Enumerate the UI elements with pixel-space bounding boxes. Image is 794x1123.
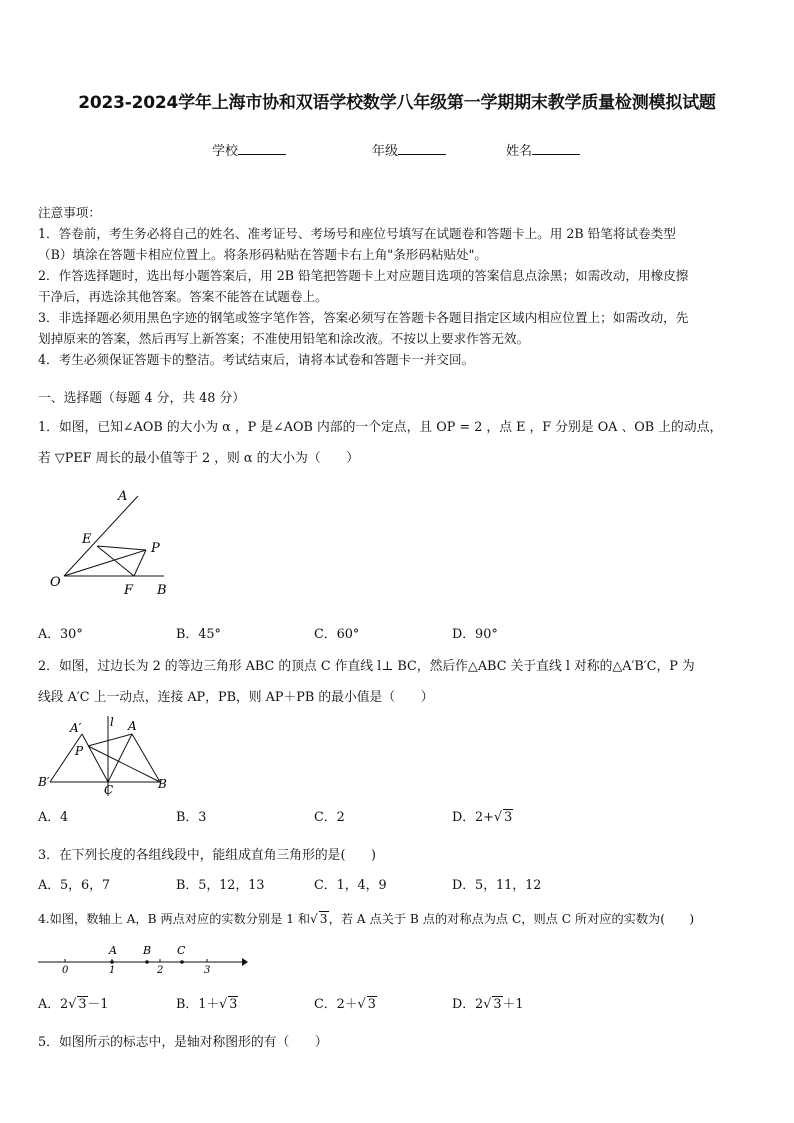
sqrt-symbol: √ 3 [493, 810, 513, 825]
axis-arrow-icon [242, 958, 248, 966]
q3-option-b: B．5，12，13 [176, 878, 265, 893]
grade-blank [398, 142, 446, 155]
q1-option-d: D．90° [452, 627, 498, 642]
label-point-c: C [177, 944, 186, 957]
label-b: B [157, 583, 167, 598]
note-line: 2．作答选择题时，选出每小题答案后，用 2B 铅笔把答题卡上对应题目选项的答案信息点涂黑；如需改动，用橡皮擦 [38, 268, 689, 283]
label-b: B [158, 777, 167, 791]
q4-text-post: ，若 A 点关于 B 点的对称点为点 C，则点 C 所对应的实数为( ) [328, 912, 695, 926]
q5-line1: 5．如图所示的标志中，是轴对称图形的有（ ） [38, 1035, 328, 1050]
tick-label-0: 0 [62, 965, 69, 976]
sqrt-symbol: √ 3 [310, 912, 328, 926]
segment-pf [134, 550, 146, 576]
label-b-prime: B′ [38, 775, 50, 789]
name-label: 姓名 [506, 144, 533, 159]
q1-line1: 1．如图，已知∠AOB 的大小为 α ，P 是∠AOB 内部的一个定点，且 OP = 2 ，点 E ，F 分别是 OA 、OB 上的动点， [38, 420, 723, 435]
q2-line2: 线段 A′C 上一动点，连接 AP，PB，则 AP＋PB 的最小值是（ ） [38, 690, 434, 705]
q2-line1: 2．如图，过边长为 2 的等边三角形 ABC 的顶点 C 作直线 l⊥ BC，然后作△ABC 关于直线 l 对称的△A′B′C，P 为 [38, 659, 695, 674]
label-f: F [124, 583, 134, 598]
option-pre: B．1＋ [176, 997, 220, 1012]
q4-number-line [36, 940, 248, 976]
note-line: （B）填涂在答题卡相应位置上。将条形码粘贴在答题卡右上角"条形码粘贴处"。 [38, 247, 488, 262]
q4-option-a [38, 993, 108, 1012]
name-blank [532, 142, 580, 155]
tick-label-3: 3 [204, 965, 211, 976]
tick-label-1: 1 [109, 965, 116, 976]
sqrt-symbol: √ 3 [219, 997, 238, 1012]
school-field [212, 140, 286, 159]
q2-option-a: A．4 [38, 810, 69, 825]
label-point-b: B [143, 944, 152, 957]
option-post: －1 [87, 997, 109, 1012]
segment-b1a1 [50, 734, 82, 782]
q4-line1 [38, 910, 694, 927]
q1-line2: 若 ▽PEF 周长的最小值等于 2 ，则 α 的大小为（ ） [38, 451, 360, 466]
q4-option-b [176, 993, 238, 1012]
notes-heading: 注意事项： [38, 205, 101, 220]
label-a: A [118, 489, 128, 504]
note-line: 划掉原来的答案，然后再写上新答案；不准使用铅笔和涂改液。不按以上要求作答无效。 [38, 331, 530, 346]
label-o: O [50, 575, 61, 590]
radicand: 3 [78, 997, 87, 1012]
radicand: 3 [504, 810, 513, 825]
q2-figure [36, 714, 172, 796]
radicand: 3 [493, 997, 502, 1012]
tick-label-2: 2 [157, 965, 164, 976]
option-pre: A．2 [38, 997, 69, 1012]
option-pre: C．2＋ [314, 997, 358, 1012]
radicand: 3 [229, 997, 238, 1012]
name-field [506, 140, 580, 159]
label-a-prime: A′ [70, 721, 82, 735]
point-b [145, 960, 149, 964]
option-post: ＋1 [502, 997, 524, 1012]
point-a [110, 960, 114, 964]
notes-block [38, 202, 760, 370]
sqrt-symbol: √ 3 [357, 997, 376, 1012]
q2-option-d [452, 806, 513, 825]
grade-field [372, 140, 446, 159]
q4-option-c [314, 993, 377, 1012]
q1-option-c: C．60° [314, 627, 360, 642]
q2-option-c: C．2 [314, 810, 345, 825]
sqrt-symbol: √ 3 [68, 997, 87, 1012]
note-line: 3．非选择题必须用黑色字迹的钢笔或签字笔作答，答案必须写在答题卡各题目指定区域内相应位置上；如需改动，先 [38, 310, 689, 325]
label-point-a: A [109, 944, 117, 957]
segment-ef [97, 546, 134, 576]
q3-option-d: D．5，11，12 [452, 878, 542, 893]
q2-option-d-label: D．2+ [452, 810, 494, 825]
radicand: 3 [367, 997, 376, 1012]
q3-option-a: A．5，6，7 [38, 878, 111, 893]
q3-option-c: C．1，4，9 [314, 878, 387, 893]
school-label: 学校 [212, 144, 239, 159]
segment-ep [97, 546, 146, 550]
label-e: E [82, 532, 92, 547]
label-a: A [128, 719, 137, 733]
q1-figure [40, 484, 180, 600]
note-line: 1．答卷前，考生务必将自己的姓名、准考证号、考场号和座位号填写在试题卷和答题卡上。用 2B 铅笔将试卷类型 [38, 226, 676, 241]
page-title: 2023-2024学年上海市协和双语学校数学八年级第一学期期末教学质量检测模拟试题 [78, 93, 716, 113]
note-line: 4．考生必须保证答题卡的整洁。考试结束后，请将本试卷和答题卡一并交回。 [38, 352, 475, 367]
radicand: 3 [319, 912, 328, 926]
sqrt-symbol: √ 3 [483, 997, 502, 1012]
q4-option-d [452, 993, 523, 1012]
label-c: C [104, 783, 114, 796]
point-c [180, 960, 184, 964]
segment-pa [88, 734, 132, 746]
grade-label: 年级 [372, 144, 399, 159]
q4-text-pre: 4.如图，数轴上 A，B 两点对应的实数分别是 1 和 [38, 912, 311, 926]
q2-option-b: B．3 [176, 810, 207, 825]
label-l: l [110, 715, 114, 729]
section-heading: 一、选择题（每题 4 分，共 48 分） [38, 391, 246, 406]
label-p: P [75, 744, 84, 758]
q1-option-b: B．45° [176, 627, 221, 642]
option-pre: D．2 [452, 997, 484, 1012]
q1-option-a: A．30° [38, 627, 83, 642]
note-line: 干净后，再选涂其他答案。答案不能答在试题卷上。 [38, 289, 328, 304]
school-blank [238, 142, 286, 155]
q3-line1: 3．在下列长度的各组线段中，能组成直角三角形的是( ) [38, 848, 377, 863]
label-p: P [151, 541, 160, 556]
